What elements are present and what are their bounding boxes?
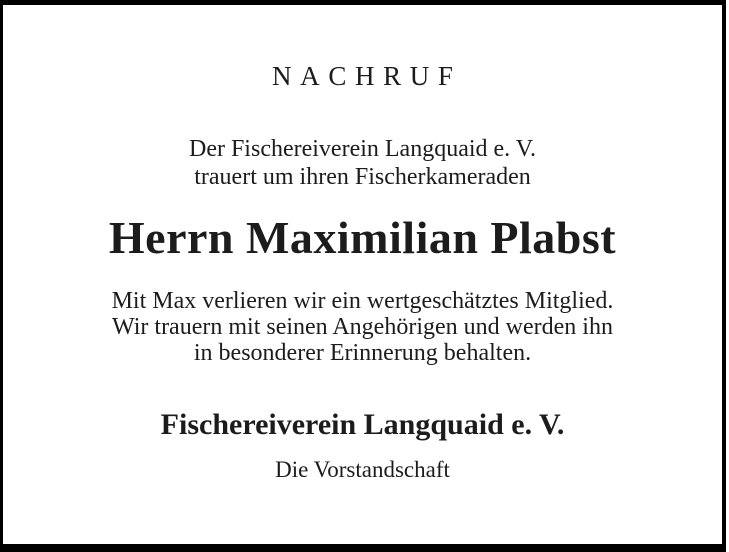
signature-organization: Fischereiverein Langquaid e. V. [160, 408, 565, 441]
condolence-line-2: Wir trauern mit seinen Angehörigen und werden ihn [112, 314, 613, 340]
intro-line-1: Der Fischereiverein Langquaid e. V. [188, 136, 536, 162]
deceased-name: Herrn Maximilian Plabst [108, 212, 617, 263]
notice-title: NACHRUF [272, 61, 462, 91]
condolence-line-1: Mit Max verlieren wir ein wertgeschätztes Mitglied. [111, 288, 614, 314]
notice-intro [3, 135, 722, 191]
condolence-line-3: in besonderer Erinnerung behalten. [193, 340, 532, 366]
intro-line-2: trauert um ihren Fischerkameraden [194, 164, 531, 190]
signatory: Die Vorstandschaft [275, 457, 450, 482]
condolence-text [3, 288, 722, 366]
